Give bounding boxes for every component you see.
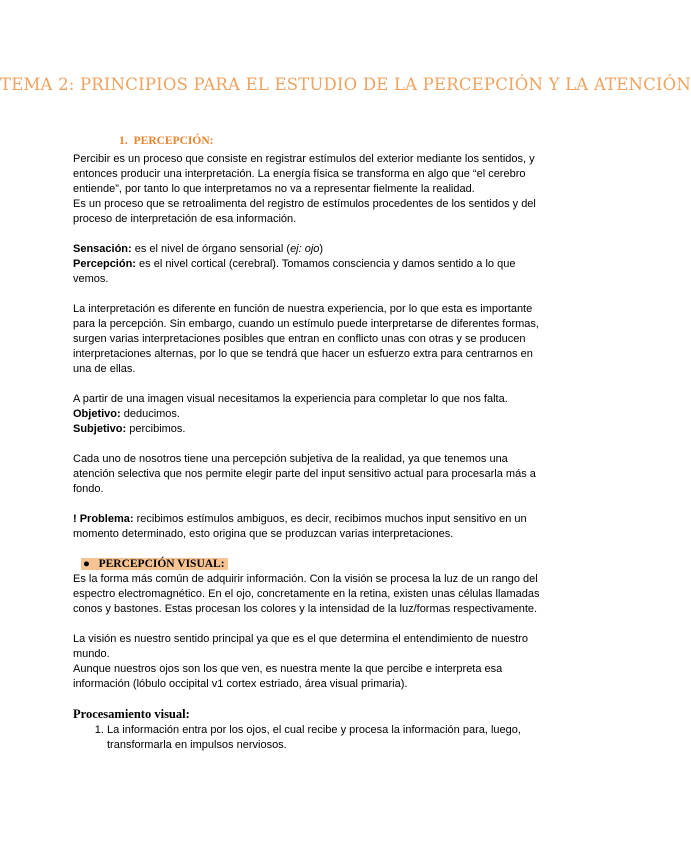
paragraph: La visión es nuestro sentido principal ya que es el que determina el entendimiento de nuestro mundo. — [73, 633, 528, 660]
numbered-list — [73, 723, 543, 753]
definition-objetivo: Objetivo: deducimos. — [73, 408, 180, 420]
term-label: ! Problema: — [73, 513, 134, 525]
term-label: Percepción: — [73, 258, 136, 270]
term-label: Sensación: — [73, 243, 132, 255]
paragraph: A partir de una imagen visual necesitamos la experiencia para completar lo que nos falta. — [73, 393, 508, 405]
example-text: ej: ojo — [290, 243, 320, 255]
paragraph: Es un proceso que se retroalimenta del registro de estímulos procedentes de los sentidos y del proceso de interpretación de esa información. — [73, 198, 536, 225]
paragraph: Percibir es un proceso que consiste en registrar estímulos del exterior mediante los sentidos, y entonces producir una interpretación. La energía física se transforma en algo que “el cerebro entiende”, por tanto lo que interpretamos no va a representar fielmente la realidad. — [73, 153, 535, 195]
paragraph: Aunque nuestros ojos son los que ven, es nuestra mente la que percibe e interpreta esa información (lóbulo occipital v1 cortex estriado, área visual primaria). — [73, 663, 503, 690]
section-heading-percepcion — [119, 134, 543, 149]
paragraph: La interpretación es diferente en función de nuestra experiencia, por lo que esta es importante para la percepción. Sin embargo, cuando un estímulo puede interpretarse de diferentes formas, surgen varias interpretaciones posibles que entran en conflicto unas con otras y se producen interpretaciones alternas, por lo que se tendrá que hacer un esfuerzo extra para centrarnos en una de ellas. — [73, 303, 539, 375]
section-heading-percepcion-visual — [81, 557, 543, 572]
problema-note: ! Problema: recibimos estímulos ambiguos, es decir, recibimos muchos input sensitivo en un momento determinado, esto origina que se produzcan varias interpretaciones. — [73, 513, 527, 540]
list-item: 1. La información entra por los ojos, el cual recibe y procesa la información para, luego, transformarla en impulsos nerviosos. — [107, 723, 543, 753]
highlighted-heading: ● PERCEPCIÓN VISUAL: — [81, 558, 228, 570]
section-heading-text: PERCEPCIÓN: — [133, 135, 214, 147]
definition-subjetivo: Subjetivo: percibimos. — [73, 423, 186, 435]
term-label: Objetivo: — [73, 408, 121, 420]
document-body — [73, 134, 543, 753]
paragraph: Es la forma más común de adquirir información. Con la visión se procesa la luz de un rango del espectro electromagnético. En el ojo, concretamente en la retina, existen unas células llamadas conos y bastones. Estas procesan los colores y la intensidad de la luz/formas respectivamente. — [73, 573, 540, 615]
definition-percepcion: Percepción: es el nivel cortical (cerebral). Tomamos consciencia y damos sentido a lo que vemos. — [73, 258, 516, 285]
bullet-icon: ● — [83, 558, 90, 570]
subheading-procesamiento-visual: Procesamiento visual: — [73, 707, 190, 721]
page-title: TEMA 2: PRINCIPIOS PARA EL ESTUDIO DE LA PERCEPCIÓN Y LA ATENCIÓN — [0, 75, 691, 94]
term-label: Subjetivo: — [73, 423, 127, 435]
definition-sensacion: Sensación: es el nivel de órgano sensorial (ej: ojo) — [73, 243, 324, 255]
paragraph: Cada uno de nosotros tiene una percepción subjetiva de la realidad, ya que tenemos una atención selectiva que nos permite elegir parte del input sensitivo actual para procesarla más a fondo. — [73, 453, 536, 495]
section-number: 1. — [119, 135, 128, 147]
